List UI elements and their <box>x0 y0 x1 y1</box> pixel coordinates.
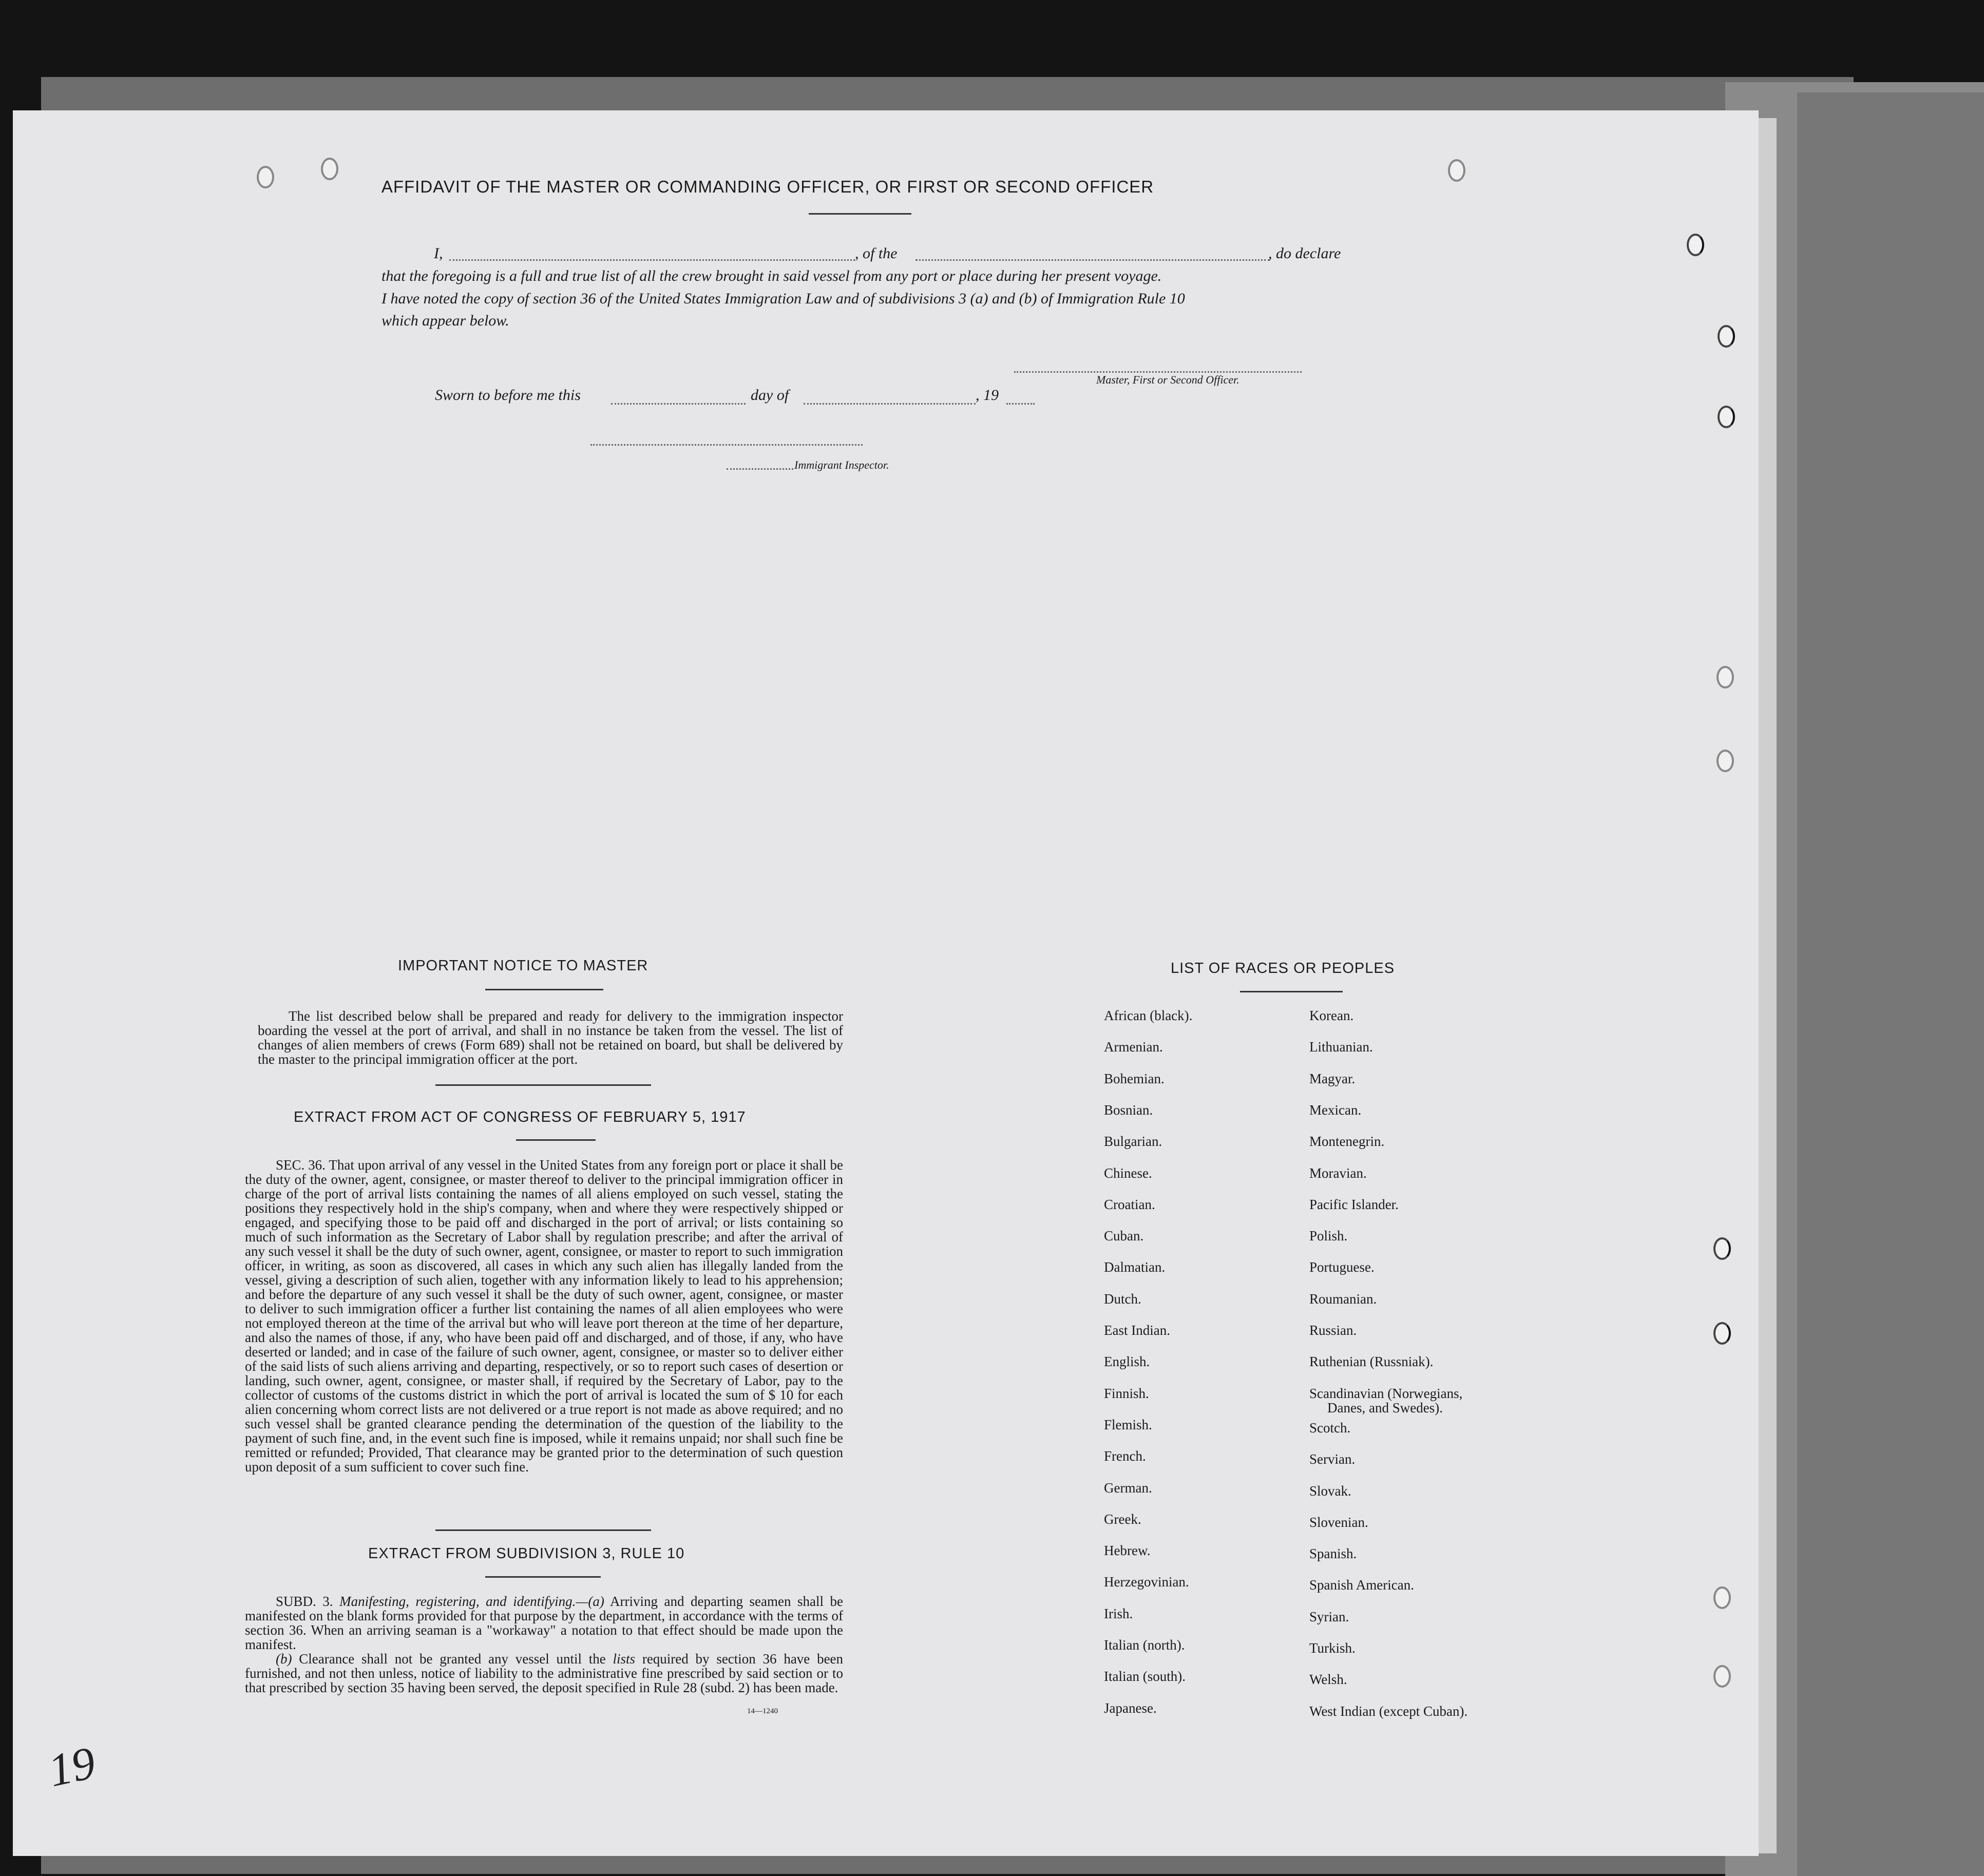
punch-hole <box>1713 1322 1731 1345</box>
race-item: Slovak. <box>1309 1483 1351 1499</box>
race-item: East Indian. <box>1104 1323 1170 1338</box>
races-underline <box>1240 991 1343 992</box>
punch-hole <box>1713 1586 1731 1609</box>
races-title: LIST OF RACES OR PEOPLES <box>1171 960 1395 977</box>
race-item: Russian. <box>1309 1323 1357 1338</box>
race-item: Mexican. <box>1309 1102 1362 1118</box>
race-item: Scandinavian (Norwegians, <box>1309 1385 1463 1401</box>
affidavit-line-4: which appear below. <box>381 312 509 329</box>
race-item: Dutch. <box>1104 1291 1141 1307</box>
race-item: Cuban. <box>1104 1228 1144 1244</box>
sworn-year-blank <box>1006 403 1035 405</box>
race-item: Italian (north). <box>1104 1637 1185 1653</box>
subd-b-text-1: Clearance shall not be granted any vessel until the <box>299 1651 606 1667</box>
race-item: Slovenian. <box>1309 1514 1368 1530</box>
race-item: Bohemian. <box>1104 1070 1165 1086</box>
race-item: Flemish. <box>1104 1416 1152 1432</box>
race-item: Croatian. <box>1104 1196 1155 1212</box>
sworn-day-blank <box>611 403 746 405</box>
race-item: Italian (south). <box>1104 1669 1186 1684</box>
race-item: Herzegovinian. <box>1104 1574 1189 1590</box>
subd-label: SUBD. 3. <box>276 1594 333 1609</box>
punch-hole <box>1713 1237 1731 1260</box>
extract-act-underline <box>516 1139 596 1141</box>
race-item: Welsh. <box>1309 1672 1347 1688</box>
punch-hole <box>1718 325 1735 348</box>
race-item: German. <box>1104 1480 1152 1496</box>
notice-underline <box>485 989 603 990</box>
race-item: Scotch. <box>1309 1420 1351 1435</box>
race-item: Polish. <box>1309 1228 1348 1244</box>
race-item: African (black). <box>1104 1008 1193 1023</box>
race-item: Lithuanian. <box>1309 1039 1373 1055</box>
subd-heading: Manifesting, registering, and identifying.—(a) <box>339 1594 604 1609</box>
extract-act-title: EXTRACT FROM ACT OF CONGRESS OF FEBRUARY 5, 1917 <box>294 1109 746 1125</box>
race-item: Pacific Islander. <box>1309 1196 1399 1212</box>
race-item: Spanish American. <box>1309 1577 1414 1593</box>
sworn-month-blank <box>804 403 976 405</box>
race-item: Greek. <box>1104 1511 1141 1527</box>
race-item: Dalmatian. <box>1104 1259 1166 1275</box>
affidavit-line-3: I have noted the copy of section 36 of the United States Immigration Law and of subdivisions 3 (a) and (b) of Immigration Rule 10 <box>381 290 1185 307</box>
punch-hole <box>1718 406 1735 428</box>
race-item: Bulgarian. <box>1104 1134 1162 1150</box>
race-item: English. <box>1104 1354 1150 1370</box>
extract-act-divider <box>435 1529 651 1531</box>
race-item: Turkish. <box>1309 1640 1356 1656</box>
name-blank <box>449 259 855 261</box>
subd-b-lists: lists <box>613 1651 636 1667</box>
punch-hole <box>1713 1665 1731 1688</box>
master-signature-line <box>1014 371 1302 373</box>
race-item: Ruthenian (Russniak). <box>1309 1354 1434 1370</box>
sworn-prefix: Sworn to before me this <box>435 387 581 404</box>
title-underline <box>809 213 911 215</box>
race-item: Montenegrin. <box>1309 1134 1385 1150</box>
race-item: Syrian. <box>1309 1609 1349 1624</box>
affidavit-title: AFFIDAVIT OF THE MASTER OR COMMANDING OFFICER, OR FIRST OR SECOND OFFICER <box>381 177 1154 196</box>
extract-rule-underline <box>485 1576 601 1578</box>
extract-act-body: SEC. 36. That upon arrival of any vessel in the United States from any foreign port or place it shall be the duty of the owner, agent, consignee, or master thereof to deliver to the principal immigration officer in charge of the port of arrival lists containing the names of all aliens employed on such vessel, stating the positions they respectively hold in the ship's company, when and where they were respectively shipped or engaged, and specifying those to be paid off and discharged in the port of arrival; or lists containing so much of such information as the Secretary of Labor shall by regulation prescribe; and after the arrival of any such vessel it shall be the duty of such owner, agent, consignee, or master to report to such immigration officer, in writing, as soon as discovered, all cases in which any such alien has illegally landed from the vessel, giving a description of such alien, together with any information likely to lead to his apprehension; and before the departure of any such vessel it shall be the duty of such owner, agent, consignee, or master to deliver to such immigration officer a further list containing the names of all alien employees who were not employed thereon at the time of the arrival but who will leave port thereon at the time of her departure, and also the names of those, if any, who have been paid off and discharged, and of those, if any, who have deserted or landed; and in case of the failure of such owner, agent, consignee, or master so to deliver either of the said lists of such aliens arriving and departing, respectively, or so to report such cases of desertion or landing, such owner, agent, consignee, or master shall, if required by the Secretary of Labor, pay to the collector of customs of the customs district in which the port of arrival is located the sum of $ 10 for each alien concerning whom correct lists are not delivered or a true report is not made as above required; and no such vessel shall be granted clearance pending the determination of the question of the liability to the payment of such fine, and, in the event such fine is imposed, while it remains unpaid; nor shall such fine be remitted or refunded; Provided, That clearance may be granted prior to the determination of such question upon deposit of a sum sufficient to cover such fine. <box>245 1157 843 1475</box>
master-caption: Master, First or Second Officer. <box>1096 373 1239 386</box>
affidavit-declare: , do declare <box>1268 245 1341 262</box>
affidavit-of-the: , of the <box>855 245 898 262</box>
subd-a-text: Arriving and departing seamen shall be manifested on the blank forms provided for that purpose by the department, in accordance with the terms of section 36. When an arriving seaman is a "workaway" a notation to that effect should be made upon the manifest. <box>245 1594 844 1652</box>
extract-rule-subd-a <box>245 1594 843 1652</box>
document-page <box>13 110 1759 1856</box>
punch-hole <box>1687 234 1704 256</box>
race-item: Irish. <box>1104 1605 1133 1621</box>
background-binding <box>1797 92 1984 1876</box>
race-item: West Indian (except Cuban). <box>1309 1703 1468 1719</box>
race-item: Spanish. <box>1309 1546 1357 1562</box>
notice-divider <box>435 1084 651 1086</box>
vessel-blank <box>915 259 1270 261</box>
extract-rule-subd-b <box>245 1652 843 1695</box>
inspector-caption-leader <box>727 468 793 470</box>
notice-body: The list described below shall be prepared and ready for delivery to the immigration inspector boarding the vessel at the port of arrival, and shall in no instance be taken from the vessel. The list of changes of alien members of crews (Form 689) shall not be retained on board, but shall be delivered by the master to the principal immigration officer at the port. <box>258 1008 843 1067</box>
race-item: Roumanian. <box>1309 1291 1377 1307</box>
subd-b-text-2: required by section 36 have been furnished, and not then unless, notice of liability to the administrative fine prescribed by said section or to that prescribed by section 35 having been served, the deposit specified in Rule 28 (subd. 2) has been made. <box>245 1651 844 1695</box>
punch-hole <box>1716 666 1734 688</box>
form-number: 14—1240 <box>747 1707 778 1715</box>
inspector-signature-line <box>590 444 863 446</box>
race-item: Korean. <box>1309 1008 1354 1023</box>
affidavit-line-2: that the foregoing is a full and true list of all the crew brought in said vessel from any port or place during her present voyage. <box>381 267 1162 284</box>
race-item: French. <box>1104 1448 1146 1464</box>
inspector-caption: Immigrant Inspector. <box>794 458 889 471</box>
sworn-day-of: day of <box>751 387 789 404</box>
race-item: Armenian. <box>1104 1039 1163 1055</box>
race-item: Hebrew. <box>1104 1543 1151 1559</box>
race-item: Portuguese. <box>1309 1259 1375 1275</box>
extract-rule-title: EXTRACT FROM SUBDIVISION 3, RULE 10 <box>368 1545 685 1562</box>
race-item: Moravian. <box>1309 1165 1367 1181</box>
affidavit-i: I, <box>434 245 443 262</box>
race-item-continuation: Danes, and Swedes). <box>1327 1400 1443 1415</box>
subd-b-label: (b) <box>276 1651 292 1667</box>
race-item: Finnish. <box>1104 1385 1149 1401</box>
punch-hole <box>1716 750 1734 772</box>
race-item: Chinese. <box>1104 1165 1152 1181</box>
race-item: Japanese. <box>1104 1700 1157 1716</box>
handwritten-page-number: 19 <box>44 1737 100 1797</box>
sworn-year: , 19 <box>976 387 999 404</box>
race-item: Bosnian. <box>1104 1102 1153 1118</box>
race-item: Magyar. <box>1309 1070 1356 1086</box>
race-item: Servian. <box>1309 1451 1356 1467</box>
notice-title: IMPORTANT NOTICE TO MASTER <box>398 958 648 974</box>
